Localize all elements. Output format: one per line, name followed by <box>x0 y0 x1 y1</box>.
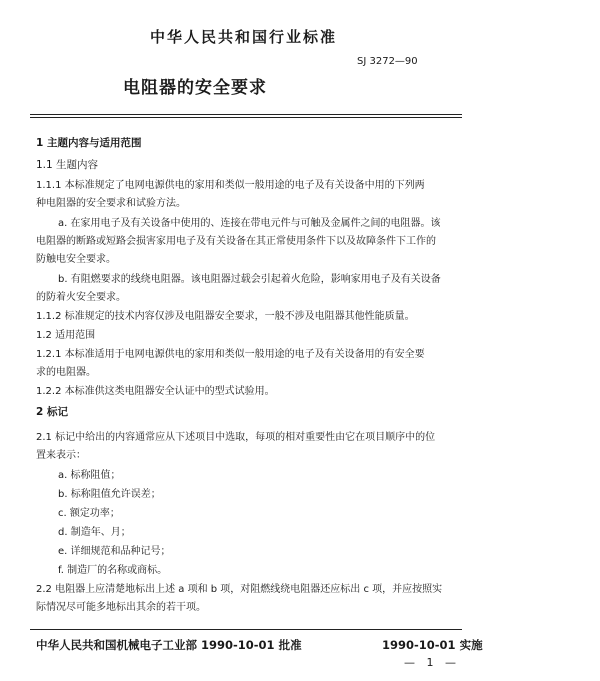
marking-item-b: b. 标称阻值允许误差； <box>58 489 161 500</box>
issuing-organization: 中华人民共和国行业标准 <box>150 28 338 46</box>
marking-item-c: c. 额定功率； <box>58 508 120 519</box>
clause-2-1-line-2: 置来表示： <box>36 450 86 461</box>
page-number: — 1 — <box>404 656 460 669</box>
clause-1-1: 1.1 生题内容 <box>36 159 99 171</box>
clause-1-1-1-line-2: 种电阻器的安全要求和试验方法。 <box>36 198 186 209</box>
item-b-line-2: 的防着火安全要求。 <box>36 292 126 303</box>
top-rule <box>30 114 462 115</box>
item-a-line-1: a. 在家用电子及有关设备中使用的、连接在带电元件与可触及金属件之间的电阻器。该 <box>58 218 441 229</box>
standard-code: SJ 3272—90 <box>357 56 418 67</box>
item-a-line-3: 防触电安全要求。 <box>36 254 116 265</box>
footer-rule <box>30 629 462 630</box>
item-a-line-2: 电阻器的断路或短路会损害家用电子及有关设备在其正常使用条件下以及故障条件下工作的 <box>36 236 436 247</box>
clause-1-2-2: 1.2.2 本标准供这类电阻器安全认证中的型式试验用。 <box>36 386 275 397</box>
clause-1-2: 1.2 适用范围 <box>36 330 96 341</box>
clause-1-2-1-line-1: 1.2.1 本标准适用于电网电源供电的家用和类似一般用途的电子及有关设备用的有安全要 <box>36 349 425 360</box>
effective-date: 1990-10-01 实施 <box>382 638 483 652</box>
clause-1-2-1-line-2: 求的电阻器。 <box>36 367 96 378</box>
section-2-heading: 2 标记 <box>36 406 68 418</box>
marking-item-e: e. 详细规范和品种记号； <box>58 546 171 557</box>
item-b-line-1: b. 有阻燃要求的线绕电阻器。该电阻器过载会引起着火危险，影响家用电子及有关设备 <box>58 274 441 285</box>
marking-item-d: d. 制造年、月； <box>58 527 131 538</box>
clause-2-1-line-1: 2.1 标记中给出的内容通常应从下述项目中选取，每项的相对重要性由它在项目顺序中的位 <box>36 432 436 443</box>
top-rule-inner <box>30 117 462 118</box>
clause-1-1-1-line-1: 1.1.1 本标准规定了电网电源供电的家用和类似一般用途的电子及有关设备中用的下列两 <box>36 180 425 191</box>
marking-item-a: a. 标称阻值； <box>58 470 121 481</box>
marking-item-f: f. 制造厂的名称或商标。 <box>58 565 168 576</box>
clause-2-2-line-1: 2.2 电阻器上应清楚地标出上述 a 项和 b 项，对阻燃线绕电阻器还应标出 c 项，并应按照实 <box>36 584 443 595</box>
approval-line: 中华人民共和国机械电子工业部 1990-10-01 批准 <box>36 638 302 652</box>
document-title: 电阻器的安全要求 <box>123 78 267 98</box>
clause-2-2-line-2: 际情况尽可能多地标出其余的若干项。 <box>36 602 206 613</box>
clause-1-1-2: 1.1.2 标准规定的技术内容仅涉及电阻器安全要求，一般不涉及电阻器其他性能质量。 <box>36 311 415 322</box>
section-1-heading: 1 主题内容与适用范围 <box>36 137 142 149</box>
